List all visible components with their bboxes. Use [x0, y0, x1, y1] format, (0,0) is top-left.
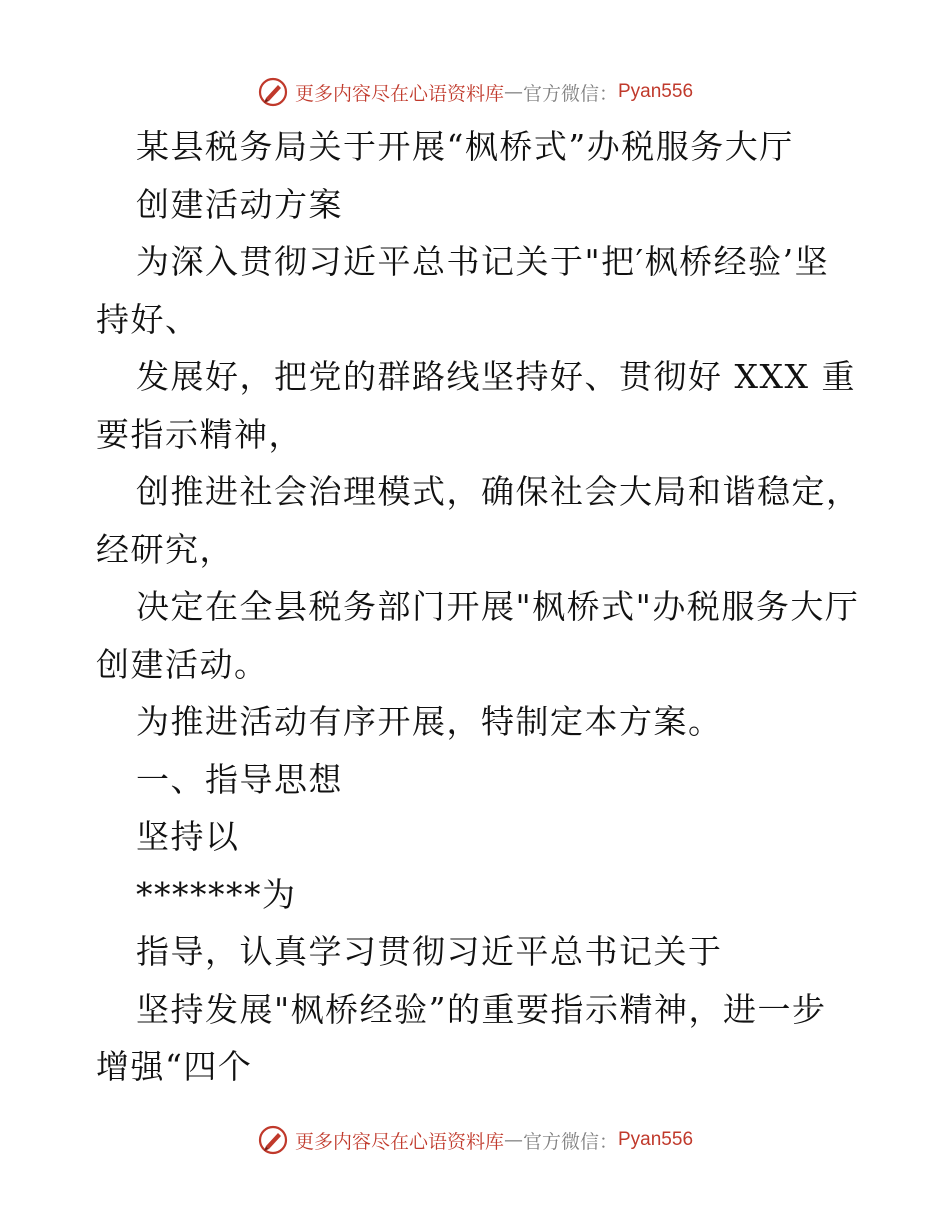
paragraph-line: 为推进活动有序开展，特制定本方案。	[136, 702, 723, 741]
paragraph-line: *******为	[136, 874, 297, 914]
footer-watermark-banner	[0, 1120, 950, 1160]
section-heading: 一、指导思想	[136, 759, 343, 799]
paragraph-line: 创推进社会治理模式，确保社会大局和谐稳定，	[136, 472, 861, 511]
paragraph-line: 为深入贯彻习近平总书记关于"把′枫桥经验’坚	[136, 242, 830, 281]
pen-logo-icon	[257, 1124, 289, 1156]
paragraph-line: 坚持以	[136, 817, 240, 856]
banner-dash: —	[503, 81, 523, 103]
banner-wechat-handle: Pyan556	[618, 1129, 694, 1150]
banner-label: 官方微信：	[522, 82, 618, 105]
paragraph-line: 决定在全县税务部门开展"枫桥式"办税服务大厅	[136, 587, 860, 626]
banner-dash: —	[503, 1129, 523, 1151]
paragraph-line: 坚持发展"枫桥经验”的重要指示精神，进一步	[136, 989, 827, 1029]
paragraph-line: 发展好，把党的群路线坚持好、贯彻好 XXX 重	[136, 357, 856, 396]
paragraph-line: 创建活动。	[96, 644, 269, 684]
paragraph-line: 要指示精神，	[96, 414, 303, 454]
banner-wechat-handle: Pyan556	[618, 81, 694, 102]
paragraph-line: 持好、	[96, 299, 200, 339]
document-body	[96, 118, 861, 1096]
paragraph-line: 指导，认真学习贯彻习近平总书记关于	[136, 932, 723, 971]
paragraph-line: 经研究，	[96, 529, 234, 569]
paragraph-line: 增强“四个	[96, 1047, 253, 1086]
title-line-1: 某县税务局关于开展“枫桥式”办税服务大厅	[136, 127, 794, 166]
pen-logo-icon	[257, 76, 289, 108]
banner-label: 官方微信：	[522, 1130, 618, 1153]
header-watermark-banner	[0, 72, 950, 112]
title-line-2: 创建活动方案	[136, 184, 343, 224]
banner-site-text: 更多内容尽在心语资料库	[294, 1130, 504, 1153]
banner-site-text: 更多内容尽在心语资料库	[294, 82, 504, 105]
